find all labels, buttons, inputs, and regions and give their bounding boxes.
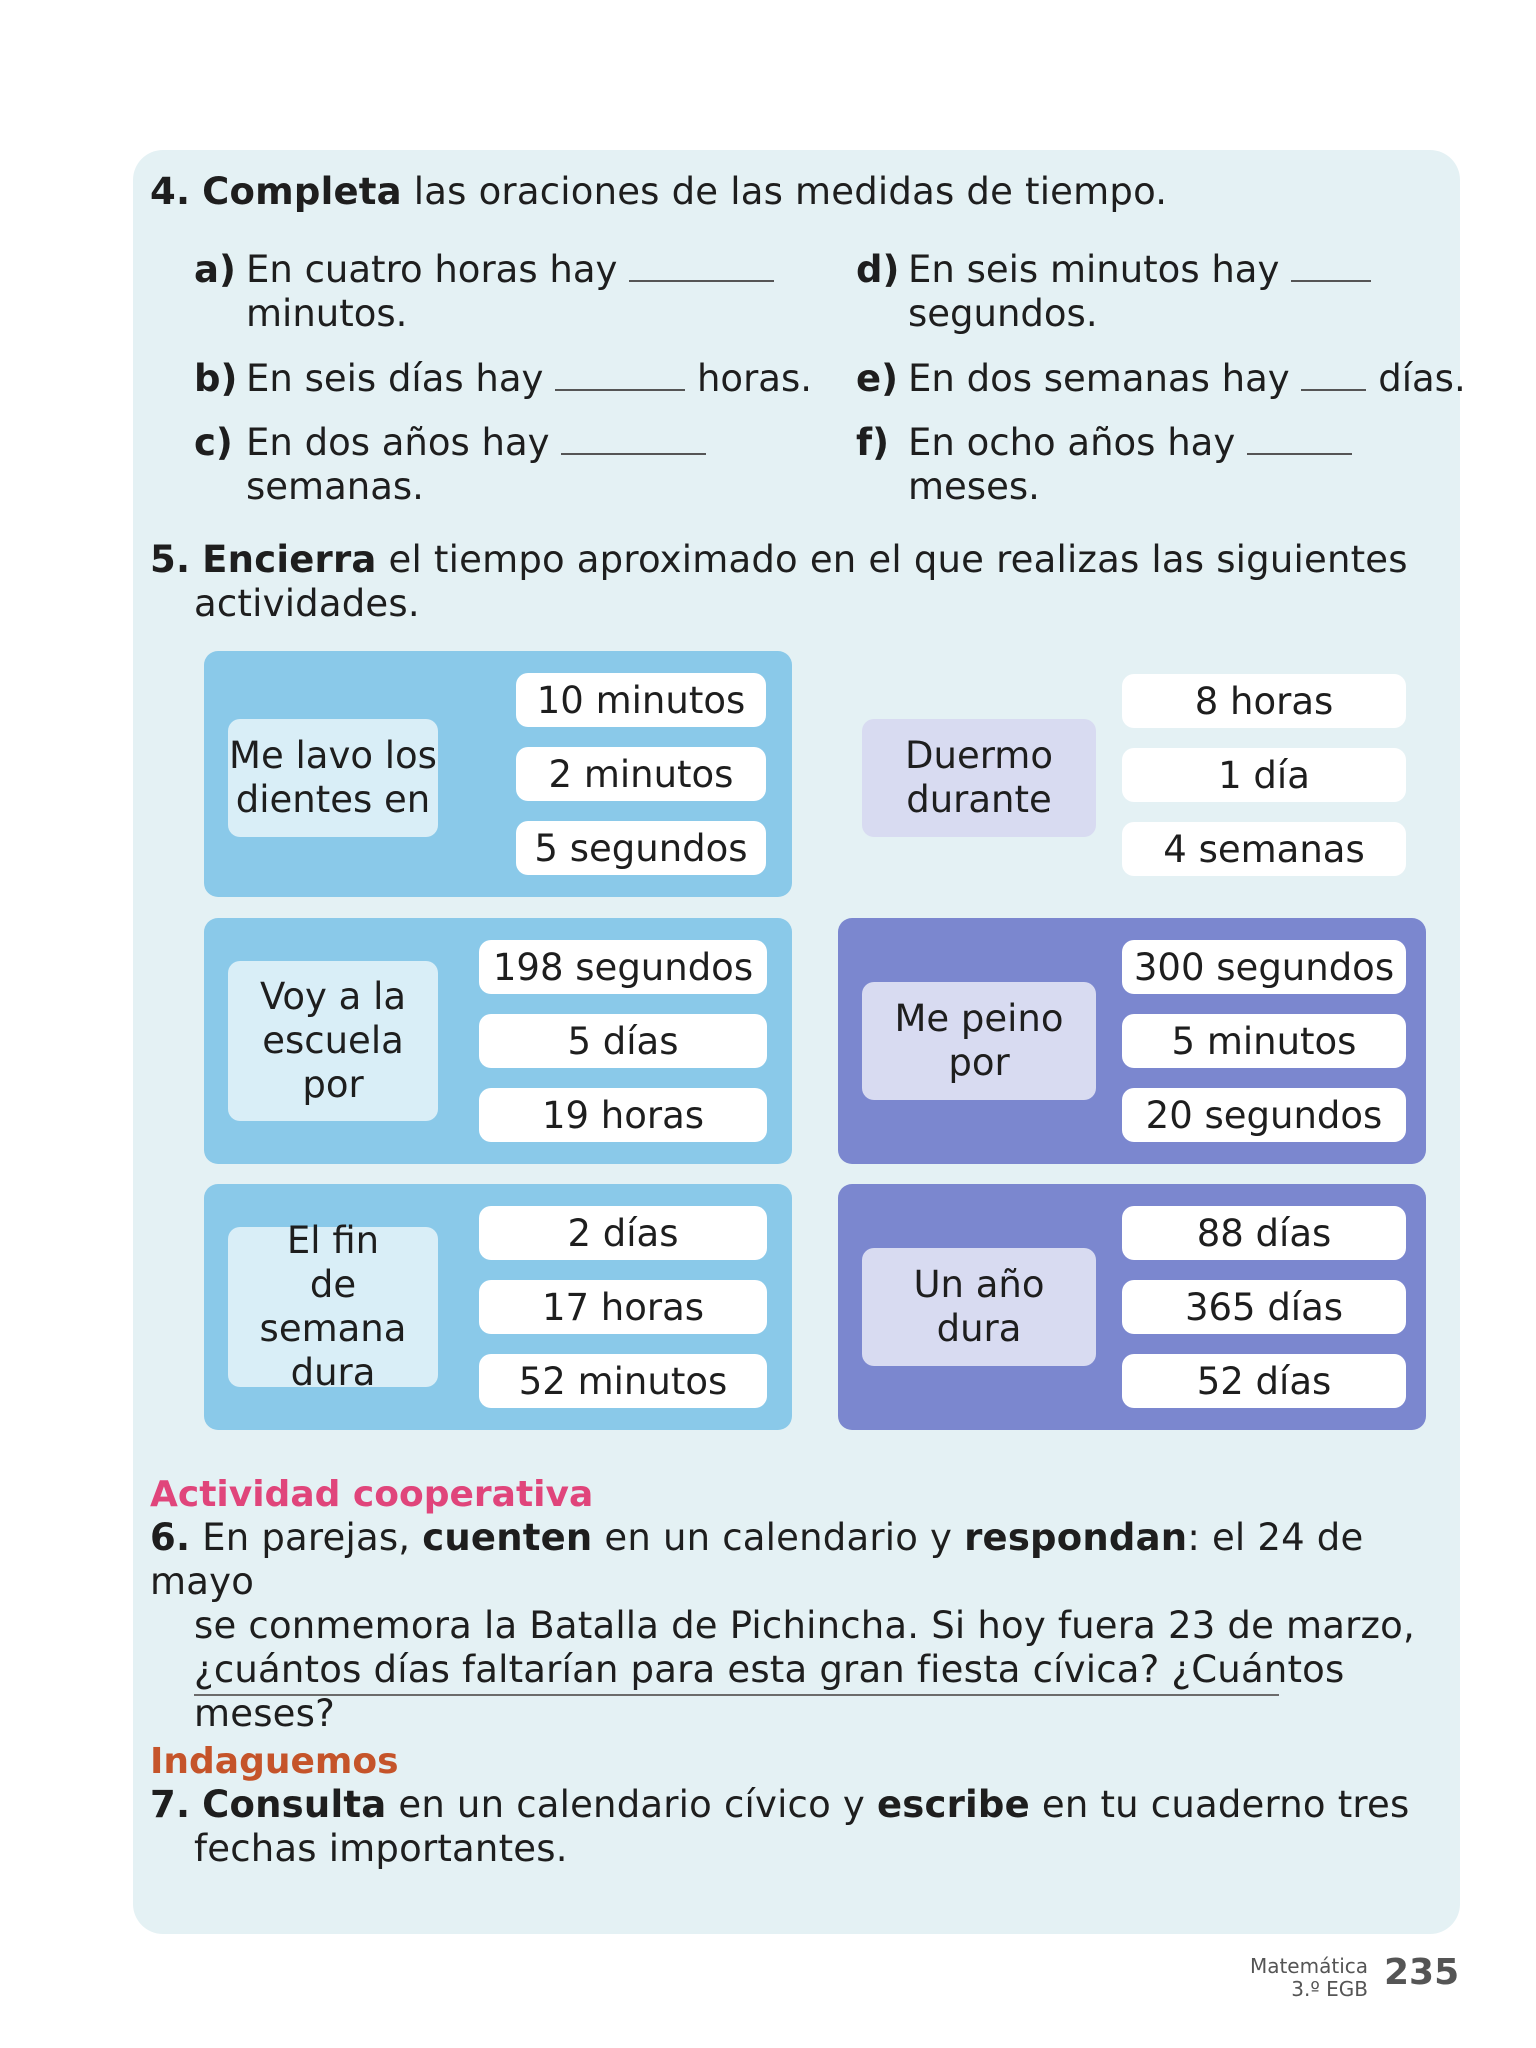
time-option[interactable]: 8 horas [1122, 674, 1406, 728]
q4-item-continuation: meses. [908, 465, 1040, 508]
q6-text-part: en un calendario y [592, 1516, 965, 1559]
q4-item-e [856, 357, 1466, 401]
q4-number: 4. [150, 170, 191, 213]
q7-line2: fechas importantes. [194, 1827, 568, 1870]
q4-item-label: f) [856, 421, 890, 464]
q6-text [150, 1516, 1450, 1736]
q4-item-text: En dos años hay [246, 421, 550, 464]
activity-prompt: Duermo durante [862, 719, 1096, 837]
time-option[interactable]: 52 días [1122, 1354, 1406, 1408]
q4-item-continuation: minutos. [246, 292, 408, 335]
q5-verb: Encierra [202, 538, 377, 581]
footer-subject-name: Matemática [1249, 1954, 1368, 1978]
answer-blank[interactable] [629, 250, 774, 282]
activity-prompt: Me peino por [862, 982, 1096, 1100]
q4-item-continuation: segundos. [908, 292, 1098, 335]
time-option[interactable]: 300 segundos [1122, 940, 1406, 994]
section-title-cooperative: Actividad cooperativa [150, 1474, 594, 1515]
q4-heading [150, 170, 1167, 214]
q4-item-text: En dos semanas hay [908, 357, 1290, 400]
q4-item-text: En ocho años hay [908, 421, 1236, 464]
answer-blank[interactable] [555, 359, 685, 391]
activity-card-comb [838, 918, 1426, 1164]
q4-item-unit: horas. [685, 357, 812, 400]
section-title-research: Indaguemos [150, 1741, 399, 1782]
time-option[interactable]: 5 minutos [1122, 1014, 1406, 1068]
activity-prompt: Voy a la escuela por [228, 961, 438, 1121]
time-option[interactable]: 2 días [479, 1206, 767, 1260]
footer-subject [1180, 1955, 1368, 2001]
q4-item-label: d) [856, 248, 900, 291]
q4-item-label: b) [194, 357, 238, 400]
q6-number: 6. [150, 1516, 191, 1559]
activity-card-year [838, 1184, 1426, 1430]
q7-text-part: en un calendario cívico y [386, 1783, 877, 1826]
q4-item-label: e) [856, 357, 899, 400]
q4-item-continuation: semanas. [246, 465, 424, 508]
activity-card-teeth [204, 651, 792, 897]
activity-prompt: Un año dura [862, 1248, 1096, 1366]
time-option[interactable]: 88 días [1122, 1206, 1406, 1260]
q6-verb-answer: respondan [964, 1516, 1188, 1559]
answer-blank[interactable] [1247, 423, 1352, 455]
q5-instruction: el tiempo aproximado en el que realizas las siguientes [376, 538, 1408, 581]
q4-item-b [194, 357, 812, 401]
q4-item-label: a) [194, 248, 236, 291]
time-option[interactable]: 365 días [1122, 1280, 1406, 1334]
q6-verb-count: cuenten [422, 1516, 593, 1559]
q4-item-label: c) [194, 421, 233, 464]
page-number: 235 [1384, 1952, 1460, 1993]
time-option[interactable]: 5 días [479, 1014, 767, 1068]
activity-card-sleep [838, 651, 1426, 897]
q7-verb-write: escribe [876, 1783, 1030, 1826]
footer-grade: 3.º EGB [1291, 1977, 1368, 2001]
q4-item-d [856, 248, 1371, 336]
q4-item-text: En seis minutos hay [908, 248, 1280, 291]
q5-instruction-cont: actividades. [194, 582, 420, 625]
q4-item-unit: días. [1366, 357, 1466, 400]
q7-number: 7. [150, 1783, 191, 1826]
q6-answer-line[interactable] [194, 1694, 1279, 1696]
q4-item-a [194, 248, 774, 336]
time-option[interactable]: 19 horas [479, 1088, 767, 1142]
activity-card-weekend [204, 1184, 792, 1430]
time-option[interactable]: 20 segundos [1122, 1088, 1406, 1142]
q4-item-c [194, 421, 706, 509]
q6-line2: se conmemora la Batalla de Pichincha. Si hoy fuera 23 de marzo, [194, 1604, 1415, 1647]
q4-verb: Completa [202, 170, 402, 213]
activity-card-school [204, 918, 792, 1164]
time-option[interactable]: 17 horas [479, 1280, 767, 1334]
time-option[interactable]: 5 segundos [516, 821, 766, 875]
time-option[interactable]: 52 minutos [479, 1354, 767, 1408]
q4-item-text: En seis días hay [246, 357, 544, 400]
answer-blank[interactable] [1291, 250, 1371, 282]
q4-item-f [856, 421, 1352, 509]
q5-number: 5. [150, 538, 191, 581]
activity-prompt: El fin de semana dura [228, 1227, 438, 1387]
time-option[interactable]: 2 minutos [516, 747, 766, 801]
answer-blank[interactable] [1301, 359, 1366, 391]
q6-text-part: : el 24 de mayo [150, 1516, 1364, 1603]
q5-heading [150, 538, 1408, 626]
q7-verb-consult: Consulta [202, 1783, 387, 1826]
time-option[interactable]: 1 día [1122, 748, 1406, 802]
time-option[interactable]: 4 semanas [1122, 822, 1406, 876]
q6-text-part: En parejas, [190, 1516, 423, 1559]
answer-blank[interactable] [561, 423, 706, 455]
activity-prompt: Me lavo los dientes en [228, 719, 438, 837]
q6-line3: ¿cuántos días faltarían para esta gran fiesta cívica? ¿Cuántos meses? [194, 1648, 1345, 1735]
time-option[interactable]: 10 minutos [516, 673, 766, 727]
q7-text [150, 1783, 1450, 1871]
q4-instruction: las oraciones de las medidas de tiempo. [401, 170, 1168, 213]
time-option[interactable]: 198 segundos [479, 940, 767, 994]
q4-item-text: En cuatro horas hay [246, 248, 618, 291]
q7-text-part: en tu cuaderno tres [1029, 1783, 1410, 1826]
